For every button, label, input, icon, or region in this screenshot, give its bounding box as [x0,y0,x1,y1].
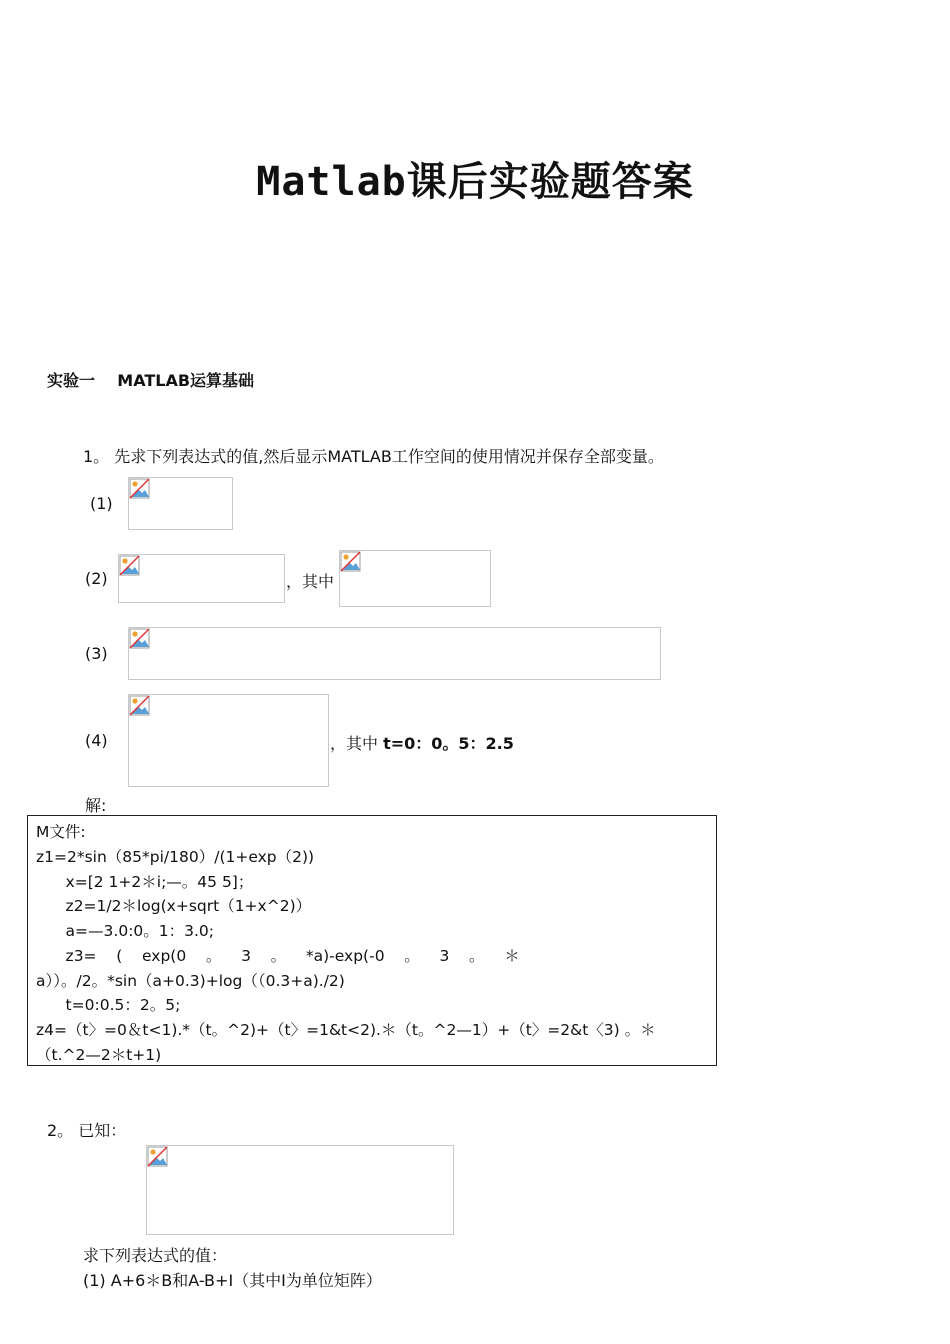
item-4-range-expr: t=0：0。5：2.5 [383,734,514,753]
solution-label: 解: [85,796,107,815]
broken-image-icon [129,628,151,650]
formula-image [128,694,329,787]
code-line: z2=1/2＊log(x+sqrt（1+x^2)） [36,897,312,915]
broken-image-icon [119,555,141,577]
formula-image [128,477,233,530]
broken-image-icon [147,1146,169,1168]
code-line: a））。/2。*sin（a+0.3)+log（（0.3+a)./2) [36,972,345,990]
question-2-ask: 求下列表达式的值： [83,1246,228,1265]
broken-image-icon [129,478,151,500]
code-line: z3= ( exp(0 。 3 。 *a)-exp(-0 。 3 。 ＊ [36,947,520,965]
item-4-suffix [330,731,514,754]
section-heading: 实验一 MATLAB运算基础 [47,371,255,390]
formula-image [118,554,285,603]
item-4-suffix-text: ，其中 [330,734,384,753]
code-line: z1=2*sin（85*pi/180）/(1+exp（2)) [36,848,315,866]
code-line: M文件: [36,823,86,841]
code-box [27,815,717,1066]
page-title: Matlab课后实验题答案 [256,159,694,205]
item-4-label: (4) [85,731,108,750]
matrix-image [146,1145,454,1235]
code-line: z4=（t〉=0＆t<1).*（t。^2)+（t〉=1&t<2).＊（t。^2—1）+（t〉=2&t〈3) 。＊ [36,1021,656,1039]
question-2-prompt: 2。 已知： [47,1121,127,1140]
item-2-suffix: ，其中 [286,572,335,591]
item-2-label: (2) [85,569,108,588]
item-3-label: (3) [85,644,108,663]
question-2-item-1: (1) A+6＊B和A-B+I（其中I为单位矩阵） [83,1271,382,1290]
broken-image-icon [129,695,151,717]
item-1-label: (1) [90,494,113,513]
formula-image [339,550,491,607]
code-line: t=0:0.5：2。5; [36,996,181,1014]
code-line: （t.^2—2＊t+1) [36,1046,162,1064]
formula-image [128,627,661,680]
code-line: x=[2 1+2＊i;—。45 5]； [36,873,254,891]
code-line: a=—3.0:0。1：3.0; [36,922,215,940]
question-1-prompt: 1。 先求下列表达式的值,然后显示MATLAB工作空间的使用情况并保存全部变量。 [83,447,664,466]
broken-image-icon [340,551,362,573]
